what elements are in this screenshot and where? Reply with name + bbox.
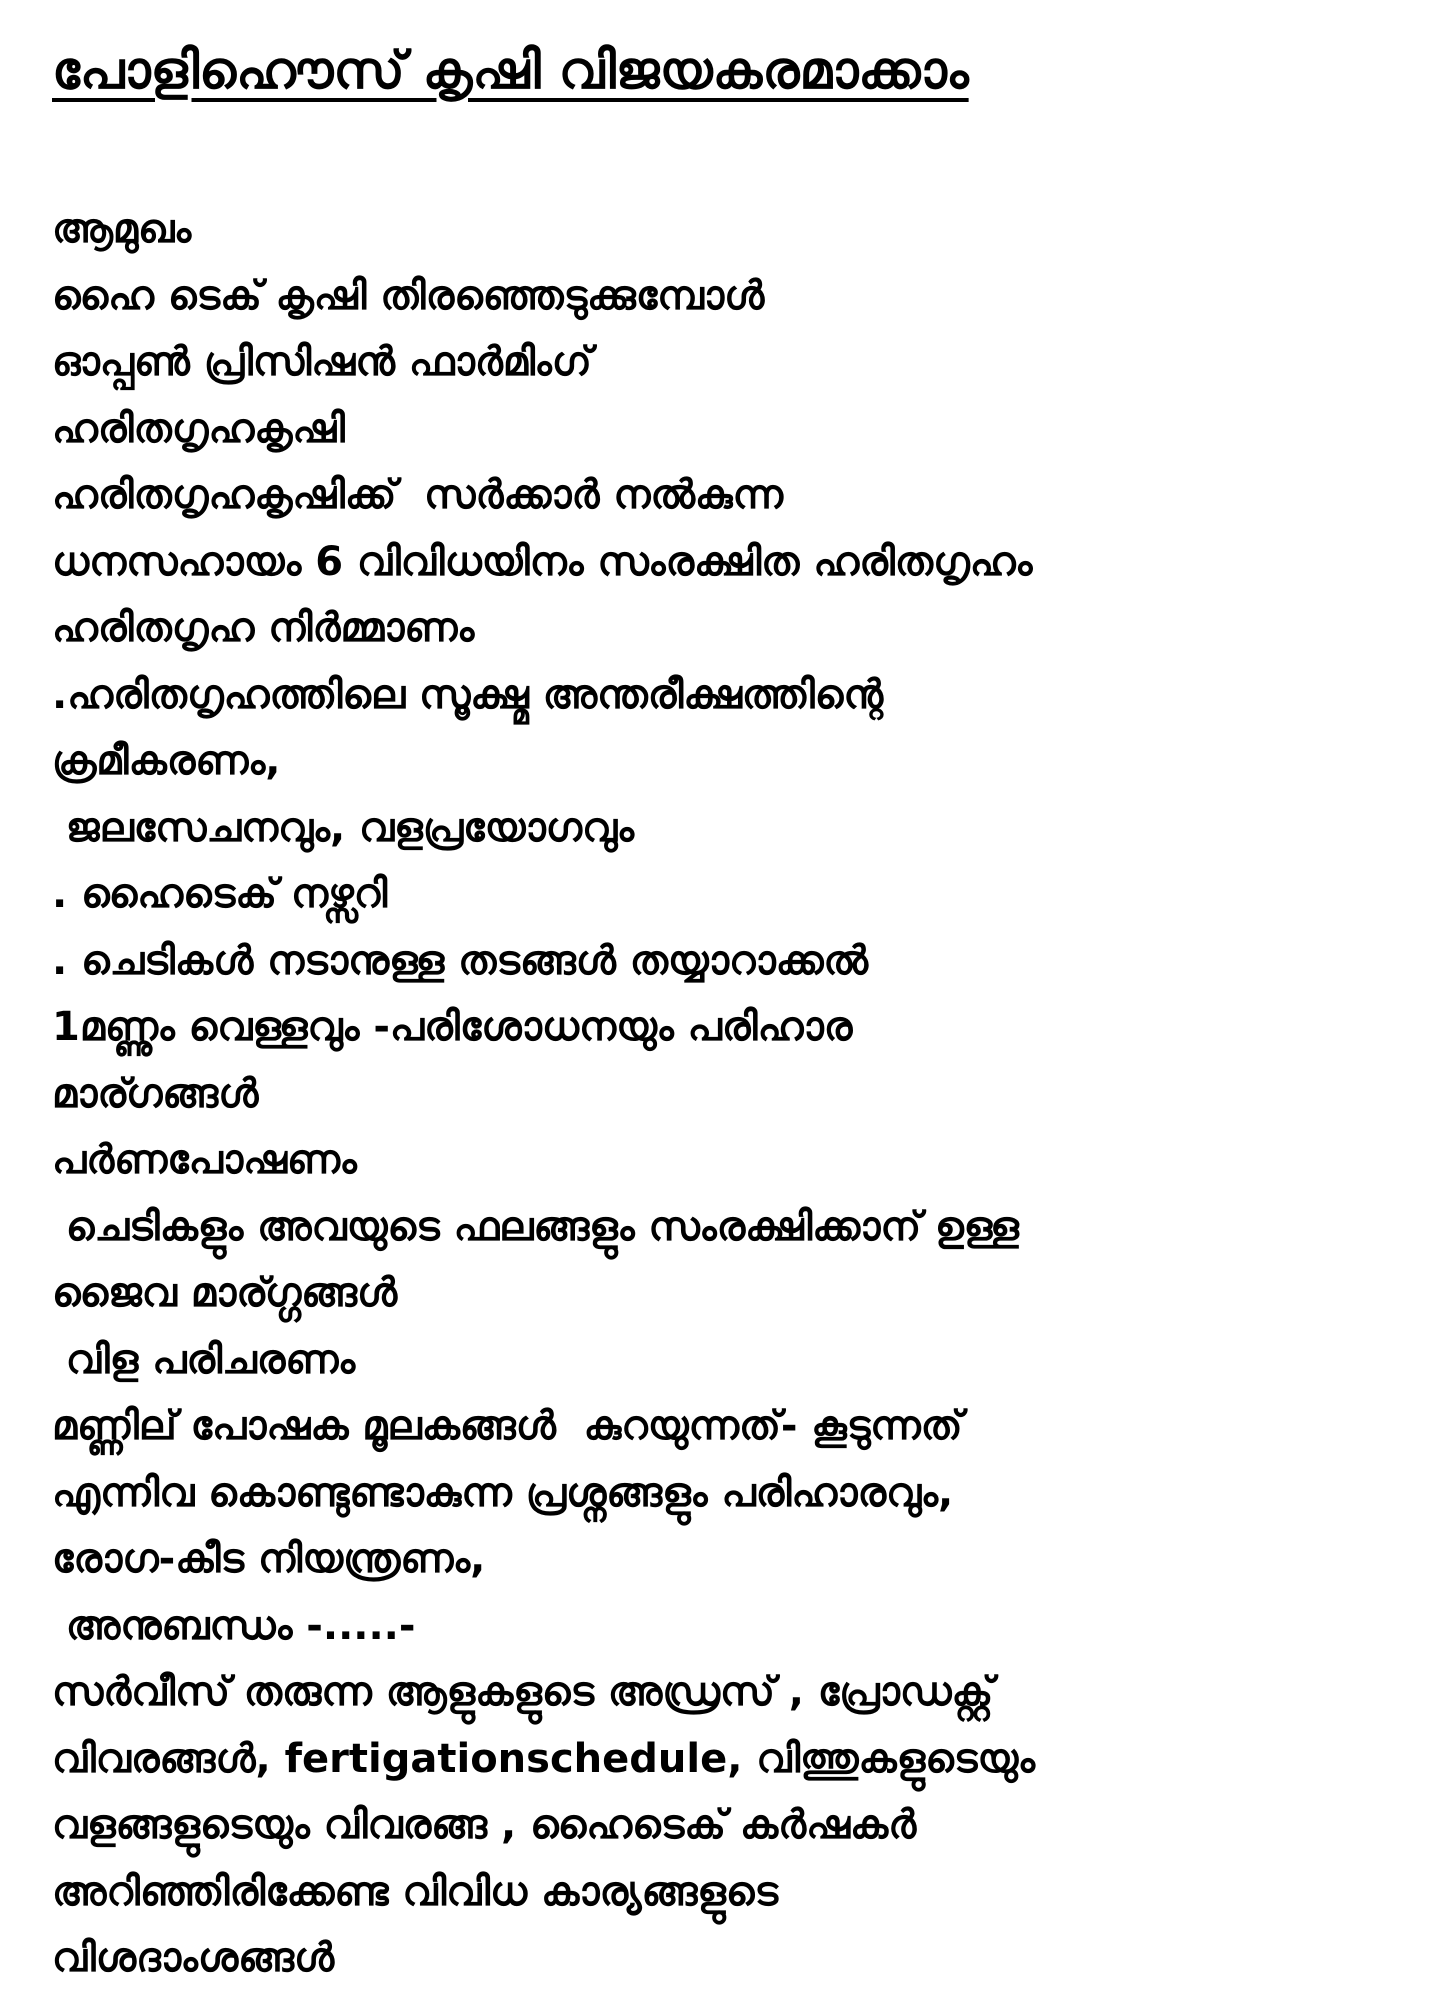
body-line: മാര്ഗങ്ങൾ (52, 1070, 259, 1117)
body-line: എന്നിവ കൊണ്ടുണ്ടാകുന്ന പ്രശ്നങ്ങളും പരിഹാരവും, (52, 1469, 954, 1516)
body-line: 1മണ്ണും വെള്ളവും -പരിശോധനയും പരിഹാര (52, 1004, 853, 1050)
body-line: ഹരിതഗൃഹകൃഷി (52, 405, 345, 452)
body-line: സർവീസ് തരുന്ന ആളുകളുടെ അഡ്രസ് , പ്രോഡക്റ്റ് (52, 1669, 994, 1715)
body-line: വളങ്ങളുടെയും വിവരങ്ങ , ഹൈടെക് കർഷകർ (52, 1802, 917, 1848)
body-line: ഹൈ ടെക് കൃഷി തിരഞ്ഞെടുക്കുമ്പോൾ (52, 272, 765, 319)
body-line: ഹരിതഗൃഹ നിർമ്മാണം (52, 605, 475, 651)
body-line: അനുബന്ധം -.....- (52, 1602, 416, 1649)
body-line: വിള പരിചരണം (52, 1336, 356, 1383)
body-line: ഹരിതഗൃഹകൃഷിക്ക് സർക്കാർ നൽകുന്ന (52, 472, 784, 518)
body-line: അറിഞ്ഞിരിക്കേണ്ട വിവിധ കാര്യങ്ങളുടെ (52, 1868, 779, 1915)
body-line: ജൈവ മാര്ഗ്ഗങ്ങൾ (52, 1270, 398, 1316)
body-line: രോഗ-കീട നിയന്ത്രണം, (52, 1536, 486, 1582)
body-line: ഓപ്പൺ പ്രിസിഷൻ ഫാർമിംഗ് (52, 339, 592, 385)
body-line: വിശദാംശങ്ങൾ (52, 1935, 335, 1981)
body-line: ധനസഹായം 6 വിവിധയിനം സംരക്ഷിത ഹരിതഗൃഹം (52, 538, 1033, 585)
body-line: പർണപോഷണം (52, 1137, 357, 1183)
document-title: പോളിഹൌസ് കൃഷി വിജയകരമാക്കാം (52, 41, 969, 101)
body-line: . ചെടികൾ നടാനുള്ള തടങ്ങൾ തയ്യാറാക്കൽ (52, 937, 869, 984)
body-line: . ഹൈടെക് നഴ്സറി (52, 871, 388, 917)
body-line: .ഹരിതഗൃഹത്തിലെ സൂക്ഷ്മ അന്തരീക്ഷത്തിന്റെ (52, 671, 884, 718)
body-line: മണ്ണില് പോഷക മൂലകങ്ങൾ കുറയുന്നത്- കൂടുന്നത് (52, 1403, 963, 1449)
body-line: ചെടികളും അവയുടെ ഫലങ്ങളും സംരക്ഷിക്കാന് ഉള്ള (52, 1203, 1019, 1250)
body-line: വിവരങ്ങൾ, fertigationschedule, വിത്തുകളുടെയും (52, 1735, 1036, 1782)
document-body (52, 196, 1412, 1992)
body-line: ആമുഖം (52, 206, 192, 252)
body-line: ക്രമീകരണം, (52, 738, 281, 784)
body-line: ജലസേചനവും, വളപ്രയോഗവും (52, 804, 634, 851)
